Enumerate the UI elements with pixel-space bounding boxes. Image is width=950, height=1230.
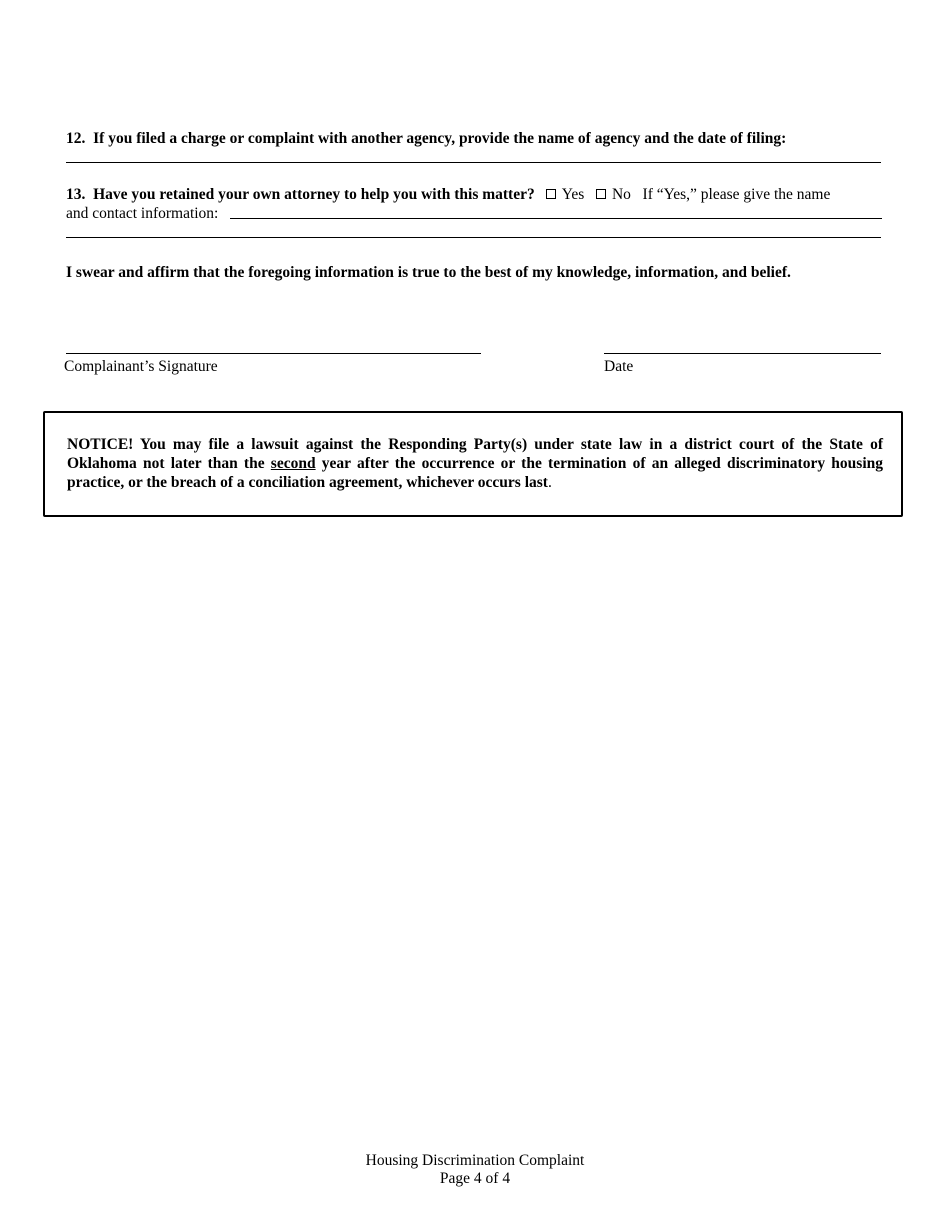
notice-box	[43, 411, 903, 517]
yes-label: Yes	[561, 186, 585, 203]
signature-label: Complainant’s Signature	[64, 358, 218, 375]
notice-underlined-word: second	[270, 455, 316, 472]
no-label: No	[611, 186, 631, 203]
question-13-number: 13.	[66, 186, 86, 203]
contact-info-row	[66, 204, 882, 223]
question-13-text: Have you retained your own attorney to help you with this matter?	[93, 186, 535, 203]
question-12-text: If you filed a charge or complaint with another agency, provide the name of agency and the date of filing:	[93, 130, 787, 147]
notice-period: .	[547, 474, 552, 491]
date-line[interactable]	[604, 353, 881, 354]
notice-part-2: year after the occurrence or the termination of an alleged discriminatory housing practice, or the breach of a conciliation agreement, whichever occurs last	[67, 455, 883, 491]
notice-part-1: NOTICE! You may file a lawsuit against the Responding Party(s) under state law in a district court of the State of Oklahoma not later than the	[67, 436, 883, 472]
date-label: Date	[604, 358, 634, 375]
contact-info-label: and contact information:	[66, 205, 219, 222]
question-12	[66, 129, 786, 148]
contact-info-line[interactable]	[230, 218, 882, 219]
footer-title: Housing Discrimination Complaint	[365, 1152, 585, 1169]
notice-text	[67, 435, 883, 492]
question-12-answer-line[interactable]	[66, 162, 881, 163]
footer-page-number: Page 4 of 4	[439, 1170, 511, 1187]
question-12-number: 12.	[66, 130, 86, 147]
question-13	[66, 185, 886, 204]
signature-line[interactable]	[66, 353, 481, 354]
contact-info-line-2[interactable]	[66, 237, 881, 238]
no-checkbox[interactable]	[596, 189, 606, 199]
affirmation-statement: I swear and affirm that the foregoing information is true to the best of my knowledge, information, and belief.	[66, 264, 791, 281]
question-13-followup: If “Yes,” please give the name	[642, 186, 831, 203]
yes-checkbox[interactable]	[546, 189, 556, 199]
